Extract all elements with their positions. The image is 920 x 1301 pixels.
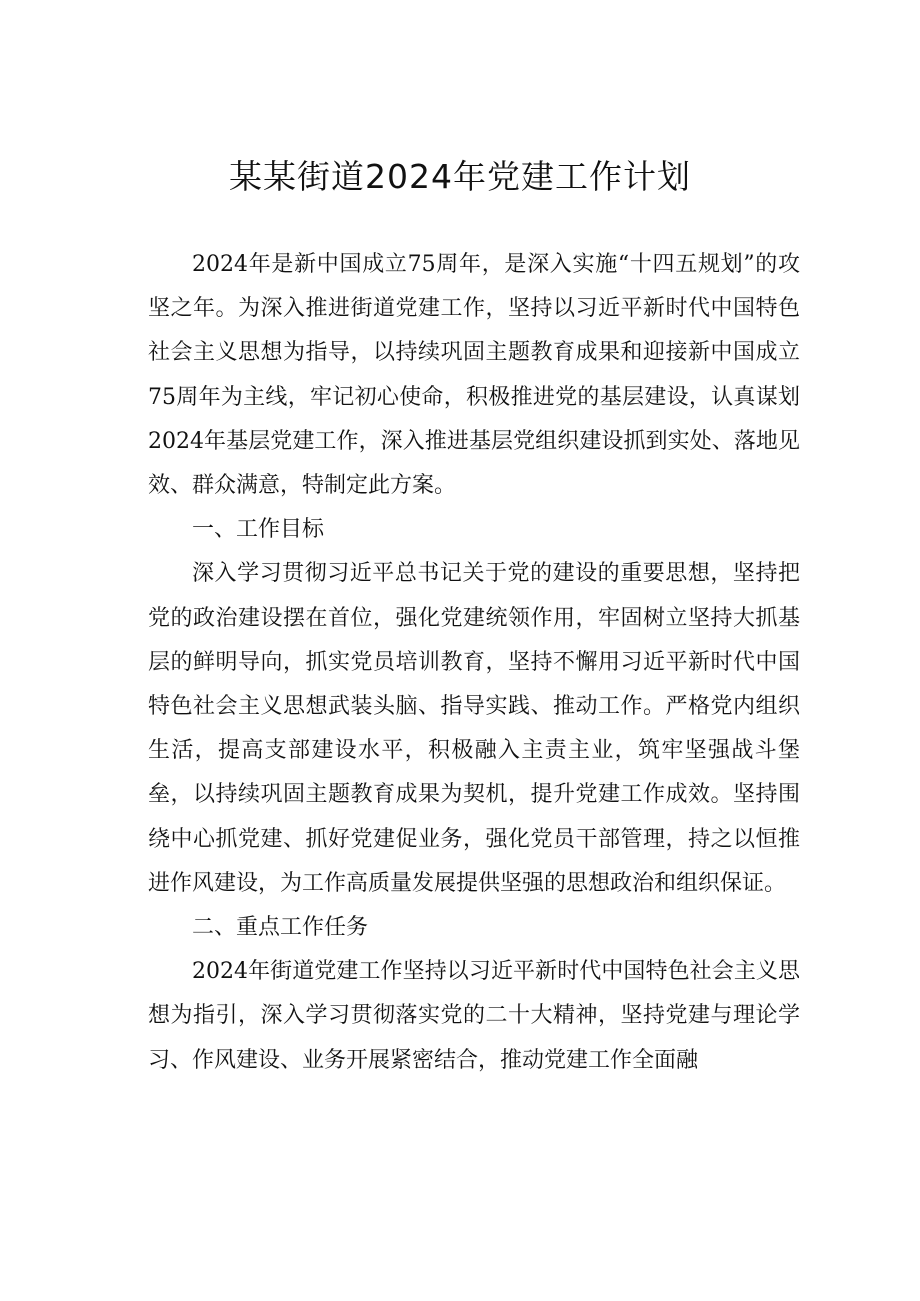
intro-paragraph: 2024年是新中国成立75周年，是深入实施“十四五规划”的攻坚之年。为深入推进街道党建工作，坚持以习近平新时代中国特色社会主义思想为指导，以持续巩固主题教育成果和迎接新中国成立75周年为主线，牢记初心使命，积极推进党的基层建设，认真谋划2024年基层党建工作，深入推进基层党组织建设抓到实处、落地见效、群众满意，特制定此方案。 xyxy=(148,252,800,499)
section-heading-goals: 一、工作目标 xyxy=(192,517,325,543)
tasks-paragraph: 2024年街道党建工作坚持以习近平新时代中国特色社会主义思想为指引，深入学习贯彻落实党的二十大精神，坚持党建与理论学习、作风建设、业务开展紧密结合，推动党建工作全面融 xyxy=(148,959,800,1073)
section-heading-tasks: 二、重点工作任务 xyxy=(192,915,369,941)
goals-paragraph: 深入学习贯彻习近平总书记关于党的建设的重要思想，坚持把党的政治建设摆在首位，强化党建统领作用，牢固树立坚持大抓基层的鲜明导向，抓实党员培训教育，坚持不懈用习近平新时代中国特色社会主义思想武装头脑、指导实践、推动工作。严格党内组织生活，提高支部建设水平，积极融入主责主业，筑牢坚强战斗堡垒，以持续巩固主题教育成果为契机，提升党建工作成效。坚持围绕中心抓党建、抓好党建促业务，强化党员干部管理，持之以恒推进作风建设，为工作高质量发展提供坚强的思想政治和组织保证。 xyxy=(148,561,800,896)
document-body xyxy=(148,243,800,1083)
document-title: 某某街道2024年党建工作计划 xyxy=(229,157,691,196)
